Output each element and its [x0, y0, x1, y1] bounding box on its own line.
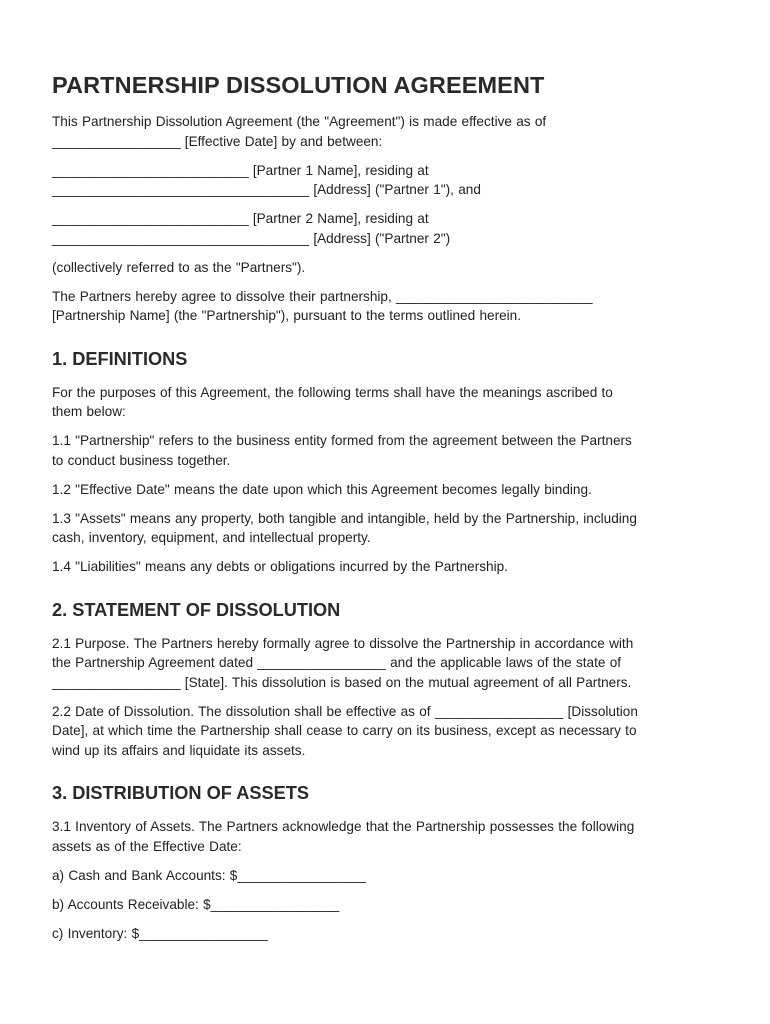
intro-dissolution-statement: The Partners hereby agree to dissolve their partnership, __________________________ [Partnership Name] (the "Partnership"), pursuant to the terms outlined herein. — [52, 288, 593, 323]
clause-purpose: 2.1 Purpose. The Partners hereby formally agree to dissolve the Partnership in accordance with the Partnership Agreement dated _________________ and the applicable laws of the state of _________________ [State]. This dissolution is based on the mutual agreement of all Partners. — [52, 635, 634, 690]
section-heading: 3. DISTRIBUTION OF ASSETS — [52, 783, 310, 803]
section-distribution-of-assets — [52, 782, 722, 943]
document-title: PARTNERSHIP DISSOLUTION AGREEMENT — [52, 72, 545, 98]
asset-cash-line: a) Cash and Bank Accounts: $_________________ — [52, 867, 366, 883]
section-heading: 2. STATEMENT OF DISSOLUTION — [52, 599, 341, 620]
asset-inventory-line: c) Inventory: $_________________ — [52, 925, 268, 941]
section-statement-of-dissolution — [52, 599, 722, 761]
intro-partner-2: __________________________ [Partner 2 Name], residing at __________________________________ [Address] ("Partner 2") — [52, 211, 451, 246]
definition-partnership: 1.1 "Partnership" refers to the business entity formed from the agreement between the Partners to conduct business together. — [52, 433, 632, 468]
intro-collective-reference: (collectively referred to as the "Partners"). — [52, 259, 306, 275]
definition-assets: 1.3 "Assets" means any property, both tangible and intangible, held by the Partnership, including cash, inventory, equipment, and intellectual property. — [52, 510, 637, 545]
clause-inventory-of-assets: 3.1 Inventory of Assets. The Partners acknowledge that the Partnership possesses the following assets as of the Effective Date: — [52, 819, 635, 854]
paragraph: For the purposes of this Agreement, the following terms shall have the meanings ascribed to them below: — [52, 384, 613, 419]
document-page — [52, 70, 722, 953]
section-heading: 1. DEFINITIONS — [52, 348, 188, 369]
intro-effective-date: This Partnership Dissolution Agreement (the "Agreement") is made effective as of _________________ [Effective Date] by and between: — [52, 114, 547, 149]
definition-liabilities: 1.4 "Liabilities" means any debts or obligations incurred by the Partnership. — [52, 559, 508, 574]
intro-block — [52, 112, 722, 326]
definition-effective-date: 1.2 "Effective Date" means the date upon which this Agreement becomes legally binding. — [52, 481, 592, 497]
asset-receivables-line: b) Accounts Receivable: $_________________ — [52, 896, 340, 912]
intro-partner-1: __________________________ [Partner 1 Name], residing at __________________________________ [Address] ("Partner 1"), and — [52, 162, 481, 197]
clause-date-of-dissolution: 2.2 Date of Dissolution. The dissolution shall be effective as of _________________ [Dissolution Date], at which time the Partnership shall cease to carry on its business, except as necessary to wind up its affairs and liquidate its assets. — [52, 703, 638, 758]
section-definitions — [52, 348, 722, 577]
